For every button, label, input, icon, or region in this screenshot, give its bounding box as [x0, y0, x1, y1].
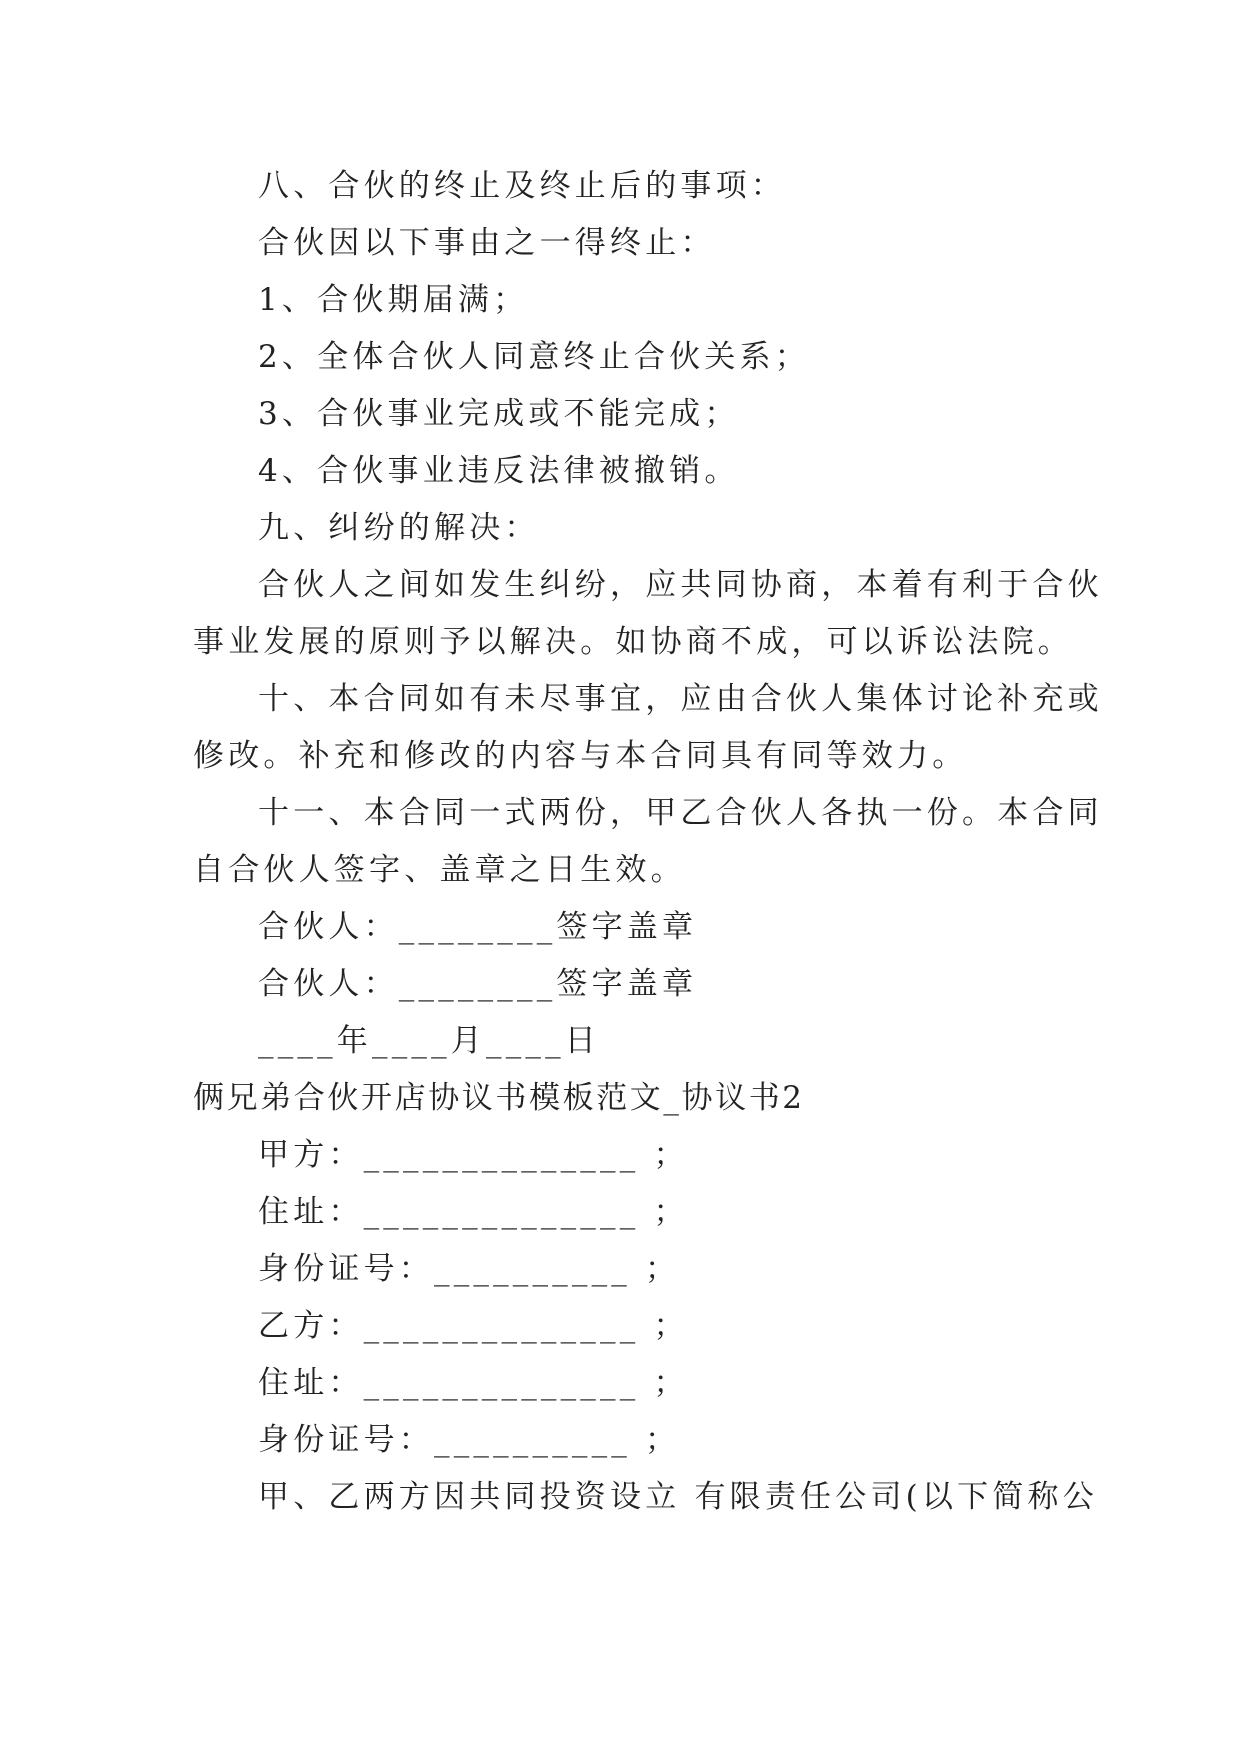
form-field-address: 住址：______________ ； — [258, 1365, 689, 1401]
paragraph-line: 事业发展的原则予以解决。如协商不成，可以诉讼法院。 — [193, 624, 1073, 660]
paragraph-line: 修改。补充和修改的内容与本合同具有同等效力。 — [193, 738, 968, 774]
form-field-id-number: 身份证号：__________ ； — [258, 1251, 681, 1287]
list-item: 2、全体合伙人同意终止合伙关系； — [258, 339, 810, 375]
paragraph-line: 合伙人之间如发生纠纷，应共同协商，本着有利于合伙 — [258, 567, 1103, 603]
form-field-party-b: 乙方：______________ ； — [258, 1308, 689, 1344]
section-heading-disputes: 九、纠纷的解决： — [258, 510, 540, 546]
signature-line: 合伙人：________签字盖章 — [258, 966, 698, 1002]
form-field-address: 住址：______________ ； — [258, 1194, 689, 1230]
document-title: 俩兄弟合伙开店协议书模板范文_协议书2 — [193, 1080, 805, 1116]
paragraph-line: 十一、本合同一式两份，甲乙合伙人各执一份。本合同 — [258, 795, 1103, 831]
paragraph-line: 甲、乙两方因共同投资设立 有限责任公司(以下简称公 — [258, 1479, 1098, 1515]
form-field-party-a: 甲方：______________ ； — [258, 1137, 689, 1173]
form-field-id-number: 身份证号：__________ ； — [258, 1422, 681, 1458]
signature-line: 合伙人：________签字盖章 — [258, 909, 698, 945]
paragraph: 合伙因以下事由之一得终止： — [258, 225, 716, 261]
section-heading-termination: 八、合伙的终止及终止后的事项： — [258, 168, 786, 204]
date-line: ____年____月____日 — [258, 1023, 600, 1059]
paragraph-line: 自合伙人签字、盖章之日生效。 — [193, 852, 686, 888]
list-item: 1、合伙期届满； — [258, 282, 529, 318]
list-item: 4、合伙事业违反法律被撤销。 — [258, 453, 740, 489]
list-item: 3、合伙事业完成或不能完成； — [258, 396, 740, 432]
paragraph-line: 十、本合同如有未尽事宜，应由合伙人集体讨论补充或 — [258, 681, 1103, 717]
